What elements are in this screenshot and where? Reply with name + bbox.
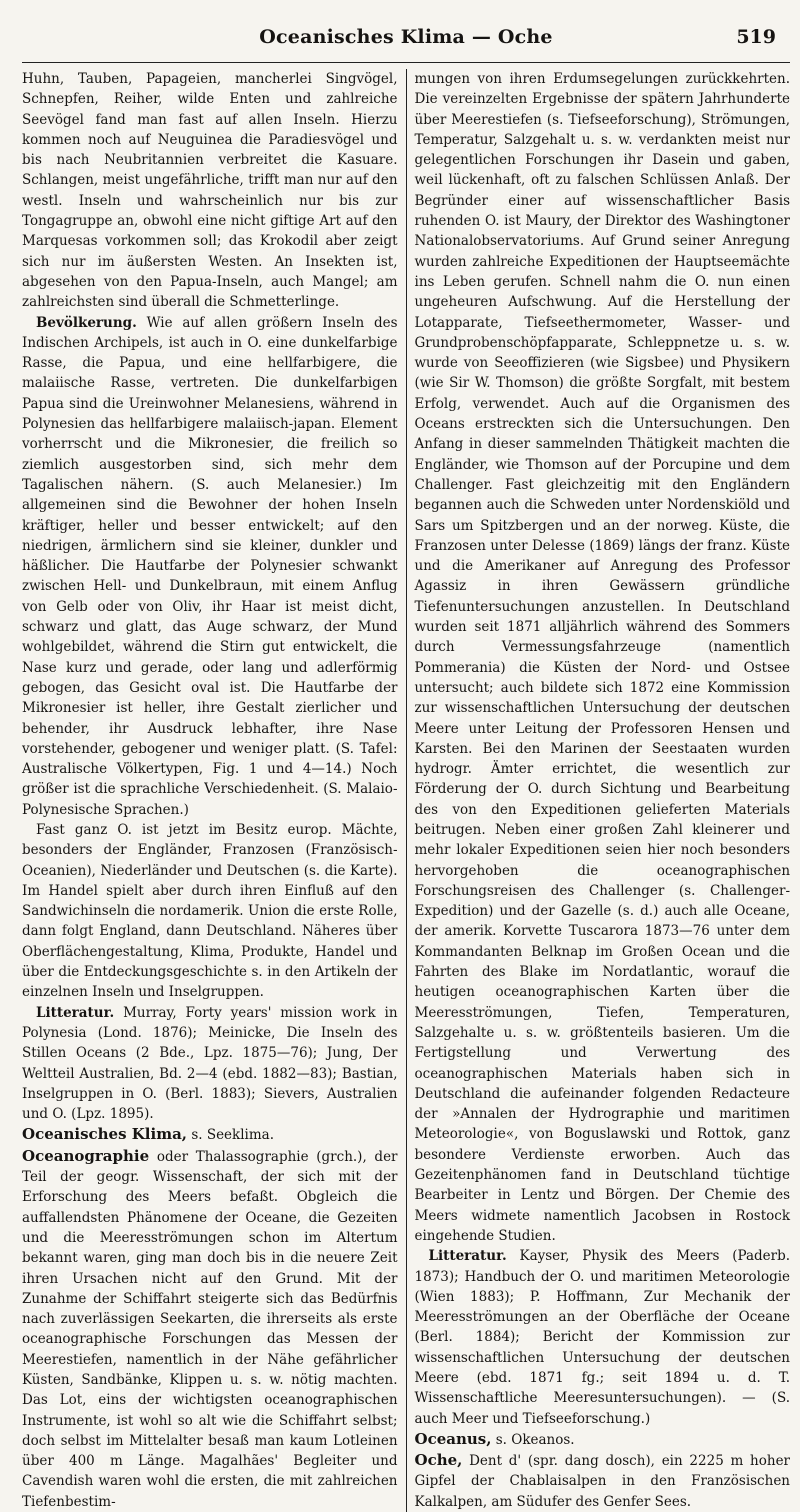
paragraph-lead: Litteratur. <box>428 1248 507 1265</box>
paragraph-text: Murray, Forty years' mission work in Polynesia (Lond. 1876); Meinicke, Die Inseln des Stillen Oceans (2 Bde., Lpz. 1875—76); Jung, Der Weltteil Australien, Bd. 2—4 (ebd. 1882—83); Bastian, Inselgruppen in O. (Berl. 1883); Sievers, Australien und O. (Lpz. 1895). <box>22 1004 398 1123</box>
paragraph <box>22 1003 398 1125</box>
entry <box>22 1124 398 1145</box>
paragraph-text: Huhn, Tauben, Papageien, mancherlei Singvögel, Schnepfen, Reiher, wilde Enten und zahlreiche Seevögel fand man fast auf allen Inseln. Hierzu kommen noch auf Neuguinea die Paradiesvögel und bis nach Neubritannien verbreitet die Kasuare. Schlangen, meist ungefährliche, trifft man nur auf den westl. Inseln und wahrscheinlich nur bis zur Tongagruppe an, obwohl eine nicht giftige Art auf den Marquesas vorkommen soll; das Krokodil aber zeigt sich nur im äußersten Westen. An Insekten ist, abgesehen von den Papua-Inseln, auch Mangel; am zahlreichsten sind überall die Schmetterlinge. <box>22 71 398 311</box>
text-columns <box>22 69 790 1512</box>
paragraph-text: mungen von ihren Erdumsegelungen zurückkehrten. Die vereinzelten Ergebnisse der spätern Jahrhunderte über Meerestiefen (s. Tiefseeforschung), Strömungen, Temperatur, Salzgehalt u. s. w. verdankten meist nur gelegentlichen Forschungen ihr Dasein und gaben, weil lückenhaft, oft zu falschen Schlüssen Anlaß. Der Begründer einer auf wissenschaftlicher Basis ruhenden O. ist Maury, der Direktor des Washingtoner Nationalobservatoriums. Auf Grund seiner Anregung wurden zahlreiche Expeditionen der Hauptseemächte ins Leben gerufen. Schnell nahm die O. nun einen ungeheuren Aufschwung. Auf die Herstellung der Lotapparate, Tiefseethermometer, Wasser- und Grundprobenschöpfapparate, Schleppnetze u. s. w. wurde von Seeoffizieren (wie Sigsbee) und Physikern (wie Sir W. Thomson) die größte Sorgfalt, mit bestem Erfolg, verwendet. Auch auf die Organismen des Oceans erstreckten sich die Untersuchungen. Den Anfang in dieser sammelnden Thätigkeit machten die Engländer, wie Thomson auf der Porcupine und dem Challenger. Fast gleichzeitig mit den Engländern begannen auch die Schweden unter Nordenskiöld und Sars um Spitzbergen und an der norweg. Küste, die Franzosen unter Delesse (1869) längs der franz. Küste und die Amerikaner auf Anregung des Professor Agassiz in ihren Gewässern gründliche Tiefenuntersuchungen anzustellen. In Deutschland wurden seit 1871 alljährlich während des Sommers durch Vermessungsfahrzeuge (namentlich Pommerania) die Küsten der Nord- und Ostsee untersucht; auch bildete sich 1872 eine Kommission zur wissenschaftlichen Untersuchung der deutschen Meere unter Leitung der Professoren Hensen und Karsten. Bei den Marinen der Seestaaten wurden hydrogr. Ämter errichtet, die wesentlich zur Förderung der O. durch Sichtung und Bearbeitung des von den Expeditionen gelieferten Materials beitrugen. Neben einer großen Zahl kleinerer und mehr lokaler Expeditionen seien hier noch besonders hervorgehoben die oceanographischen Forschungsreisen des Challenger (s. Challenger-Expedition) und der Gazelle (s. d.) auch alle Oceane, der amerik. Korvette Tuscarora 1873—76 unter dem Kommandanten Belknap im Großen Ocean und die Fahrten des Blake im Nordatlantic, worauf die heutigen oceanographischen Karten über die Meeresströmungen, Tiefen, Temperaturen, Salzgehalte u. s. w. größtenteils basieren. Um die Fertigstellung und Verwertung des oceanographischen Materials haben sich in Deutschland die aufeinander folgenden Redacteure der »Annalen der Hydrographie und maritimen Meteorologie«, von Boguslawski und Rottok, ganz besondere Verdienste erworben. Auch das Gezeitenphänomen fand in Deutschland tüchtige Bearbeiter in Lentz und Börgen. Der Chemie des Meers widmete namentlich Jacobsen in Rostock eingehende Studien. <box>414 71 791 1244</box>
left-column <box>22 69 398 1512</box>
entry-text: s. Seeklima. <box>191 1127 275 1144</box>
paragraph <box>22 820 398 1003</box>
paragraph <box>415 1246 791 1429</box>
entry-headword: Oche, <box>414 1451 463 1470</box>
entry-headword: Oceanisches Klima, <box>22 1125 188 1144</box>
paragraph-text: Kayser, Physik des Meers (Paderb. 1873); Handbuch der O. und maritimen Meteorologie (Wien 1883); P. Hoffmann, Zur Mechanik der Meeresströmungen an der Oberfläche der Oceane (Berl. 1884); Bericht der Kommission zur wissenschaftlichen Untersuchung der deutschen Meere (ebd. 1871 fg.; seit 1894 u. d. T. Wissenschaftliche Meeresuntersuchungen). — (S. auch Meer und Tiefseeforschung.) <box>414 1248 791 1427</box>
page-header <box>22 26 790 58</box>
right-column <box>415 69 791 1512</box>
entry-text: s. Okeanos. <box>495 1431 575 1448</box>
entry-text: oder Thalassographie (grch.), der Teil der geogr. Wissenschaft, der sich mit der Erforschung des Meers befaßt. Obgleich die auffallendsten Phänomene der Oceane, die Gezeiten und die Meeresströmungen schon im Altertum bekannt waren, ging man doch bis in die neuere Zeit ihren Ursachen nicht auf den Grund. Mit der Zunahme der Schiffahrt steigerte sich das Bedürfnis nach zuverlässigen Seekarten, die ihrerseits als erste oceanographische Forschungen das Messen der Meerestiefen, namentlich in der Nähe gefährlicher Küsten, Sandbänke, Klippen u. s. w. nötig machten. Das Lot, eins der wichtigsten oceanographischen Instrumente, ist wohl so alt wie die Schiffahrt selbst; doch selbst im Mittelalter besaß man kaum Lotleinen über 400 m Länge. Magalhães' Begleiter und Cavendish waren wohl die ersten, die mit zahlreichen Tiefenbestim- <box>22 1148 398 1510</box>
paragraph-text: Wie auf allen größern Inseln des Indischen Archipels, ist auch in O. eine dunkelfarbige Rasse, die Papua, und eine hellfarbigere, die malaiische Rasse, vertreten. Die dunkelfarbigen Papua sind die Ureinwohner Melanesiens, während in Polynesien das hellfarbigere malaiisch-japan. Element vorherrscht und die Mikronesier, die freilich so ziemlich ausgestorben sind, sich mehr dem Tagalischen nähern. (S. auch Melanesier.) Im allgemeinen sind die Bewohner der hohen Inseln kräftiger, heller und besser entwickelt; auf den niedrigen, ärmlichern sind sie kleiner, dunkler und häßlicher. Die Hautfarbe der Polynesier schwankt zwischen Hell- und Dunkelbraun, mit einem Anflug von Gelb oder von Oliv, ihr Haar ist meist dicht, schwarz und glatt, das Auge schwarz, der Mund wohlgebildet, während die Stirn gut entwickelt, die Nase kurz und gerade, oder lang und adlerförmig gebogen, das Gesicht oval ist. Die Hautfarbe der Mikronesier ist heller, ihre Gestalt zierlicher und behender, ihr Ausdruck lebhafter, ihre Nase vorstehender, gebogener und weniger platt. (S. Tafel: Australische Völkertypen, Fig. 1 und 4—14.) Noch größer ist die sprachliche Verschiedenheit. (S. Malaio-Polynesische Sprachen.) <box>22 314 398 818</box>
entry <box>415 1429 791 1450</box>
entry-text: Dent d' (spr. dang dosch), ein 2225 m hoher Gipfel der Chablaisalpen in den Französischen Kalkalpen, am Südufer des Genfer Sees. <box>414 1453 791 1510</box>
header-rule <box>22 62 790 63</box>
paragraph-lead: Litteratur. <box>36 1004 115 1021</box>
running-head: Oceanisches Klima — Oche <box>259 26 553 48</box>
paragraph-text: Fast ganz O. ist jetzt im Besitz europ. Mächte, besonders der Engländer, Franzosen (Französisch-Oceanien), Niederländer und Deutschen (s. die Karte). Im Handel spielt aber durch ihren Einfluß auf den Sandwichinseln die nordamerik. Union die erste Rolle, dann folgt England, dann Deutschland. Näheres über Oberflächengestaltung, Klima, Produkte, Handel und über die Entdeckungsgeschichte s. in den Artikeln der einzelnen Inseln und Inselgruppen. <box>22 821 398 1001</box>
entry-headword: Oceanus, <box>414 1429 492 1448</box>
column-divider <box>406 69 407 1512</box>
paragraph <box>415 69 791 1246</box>
entry <box>415 1450 791 1512</box>
entry-headword: Oceanographie <box>22 1146 150 1165</box>
paragraph <box>22 69 398 313</box>
entry <box>22 1146 398 1512</box>
paragraph-lead: Bevölkerung. <box>36 314 137 331</box>
page-number: 519 <box>736 26 776 48</box>
paragraph <box>22 313 398 820</box>
